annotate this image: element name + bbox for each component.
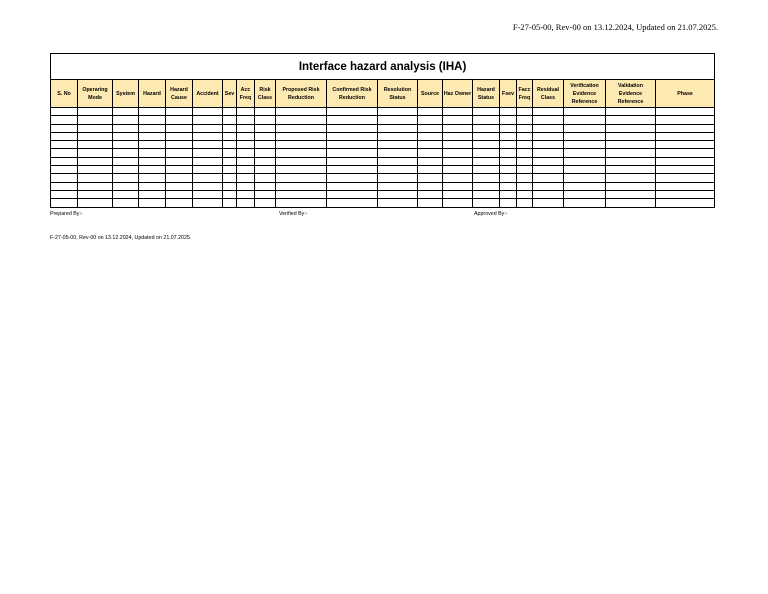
table-cell[interactable] — [255, 157, 276, 165]
table-cell[interactable] — [78, 182, 113, 190]
table-cell[interactable] — [166, 141, 193, 149]
table-row — [51, 190, 715, 198]
table-cell[interactable] — [517, 157, 533, 165]
table-cell[interactable] — [606, 108, 656, 116]
table-cell[interactable] — [113, 149, 139, 157]
table-cell[interactable] — [193, 132, 223, 140]
table-cell[interactable] — [606, 182, 656, 190]
table-cell[interactable] — [500, 190, 517, 198]
table-cell[interactable] — [564, 182, 606, 190]
table-cell[interactable] — [517, 190, 533, 198]
table-cell[interactable] — [223, 132, 237, 140]
document-reference-header: F-27-05-00, Rev-00 on 13.12.2024, Updated on 21.07.2025. — [512, 22, 718, 32]
table-cell[interactable] — [223, 141, 237, 149]
table-cell[interactable] — [223, 199, 237, 207]
table-cell[interactable] — [327, 174, 378, 182]
table-cell[interactable] — [276, 190, 327, 198]
table-cell[interactable] — [255, 199, 276, 207]
table-cell[interactable] — [78, 132, 113, 140]
table-cell[interactable] — [443, 199, 473, 207]
table-cell[interactable] — [533, 182, 564, 190]
table-cell[interactable] — [166, 124, 193, 132]
table-cell[interactable] — [51, 157, 78, 165]
table-cell[interactable] — [656, 199, 715, 207]
table-cell[interactable] — [51, 199, 78, 207]
table-cell[interactable] — [113, 166, 139, 174]
table-cell[interactable] — [166, 199, 193, 207]
table-cell[interactable] — [606, 132, 656, 140]
table-cell[interactable] — [533, 157, 564, 165]
table-cell[interactable] — [51, 182, 78, 190]
table-cell[interactable] — [564, 199, 606, 207]
table-cell[interactable] — [500, 157, 517, 165]
table-cell[interactable] — [255, 174, 276, 182]
table-cell[interactable] — [223, 166, 237, 174]
column-header: Confirmed Risk Reduction — [327, 80, 378, 108]
table-cell[interactable] — [473, 157, 500, 165]
approved-by-label: Approved By:- — [474, 210, 508, 217]
table-cell[interactable] — [276, 124, 327, 132]
table-cell[interactable] — [378, 190, 418, 198]
table-cell[interactable] — [473, 116, 500, 124]
column-header: Fsev — [500, 80, 517, 108]
table-cell[interactable] — [378, 199, 418, 207]
table-cell[interactable] — [78, 199, 113, 207]
table-cell[interactable] — [418, 124, 443, 132]
table-cell[interactable] — [564, 108, 606, 116]
table-cell[interactable] — [223, 182, 237, 190]
table-cell[interactable] — [656, 132, 715, 140]
table-row — [51, 108, 715, 116]
table-cell[interactable] — [51, 149, 78, 157]
table-cell[interactable] — [473, 132, 500, 140]
table-cell[interactable] — [517, 199, 533, 207]
table-row — [51, 132, 715, 140]
table-cell[interactable] — [255, 132, 276, 140]
table-cell[interactable] — [113, 141, 139, 149]
table-cell[interactable] — [606, 149, 656, 157]
table-cell[interactable] — [564, 174, 606, 182]
table-cell[interactable] — [500, 149, 517, 157]
table-cell[interactable] — [533, 199, 564, 207]
table-cell[interactable] — [473, 166, 500, 174]
table-cell[interactable] — [51, 108, 78, 116]
table-cell[interactable] — [113, 190, 139, 198]
column-header: Proposed Risk Reduction — [276, 80, 327, 108]
table-cell[interactable] — [78, 108, 113, 116]
column-header: Resolution Status — [378, 80, 418, 108]
table-row — [51, 166, 715, 174]
table-cell[interactable] — [378, 116, 418, 124]
table-cell[interactable] — [533, 141, 564, 149]
table-cell[interactable] — [656, 174, 715, 182]
table-cell[interactable] — [139, 190, 166, 198]
table-cell[interactable] — [500, 116, 517, 124]
table-cell[interactable] — [656, 141, 715, 149]
table-cell[interactable] — [327, 149, 378, 157]
table-cell[interactable] — [564, 190, 606, 198]
table-cell[interactable] — [473, 190, 500, 198]
table-cell[interactable] — [443, 141, 473, 149]
table-cell[interactable] — [193, 190, 223, 198]
table-cell[interactable] — [193, 199, 223, 207]
table-title: Interface hazard analysis (IHA) — [51, 54, 715, 80]
table-cell[interactable] — [327, 116, 378, 124]
table-cell[interactable] — [327, 157, 378, 165]
table-cell[interactable] — [139, 124, 166, 132]
table-cell[interactable] — [418, 149, 443, 157]
table-cell[interactable] — [473, 141, 500, 149]
table-cell[interactable] — [656, 182, 715, 190]
table-cell[interactable] — [139, 108, 166, 116]
column-header-row — [51, 80, 715, 108]
table-cell[interactable] — [193, 157, 223, 165]
table-cell[interactable] — [237, 108, 255, 116]
table-cell[interactable] — [327, 124, 378, 132]
table-cell[interactable] — [166, 174, 193, 182]
table-cell[interactable] — [418, 132, 443, 140]
table-cell[interactable] — [276, 108, 327, 116]
table-cell[interactable] — [166, 149, 193, 157]
table-cell[interactable] — [473, 174, 500, 182]
table-cell[interactable] — [139, 141, 166, 149]
table-cell[interactable] — [51, 141, 78, 149]
table-cell[interactable] — [139, 166, 166, 174]
table-cell[interactable] — [517, 166, 533, 174]
table-cell[interactable] — [418, 157, 443, 165]
table-cell[interactable] — [223, 124, 237, 132]
table-cell[interactable] — [223, 108, 237, 116]
table-cell[interactable] — [443, 149, 473, 157]
table-row — [51, 182, 715, 190]
column-header: Sev — [223, 80, 237, 108]
column-header: Hazard — [139, 80, 166, 108]
document-reference-footer: F-27-05-00, Rev-00 on 13.12.2024, Updated on 21.07.2025. — [50, 235, 192, 241]
table-cell[interactable] — [500, 108, 517, 116]
table-cell[interactable] — [418, 141, 443, 149]
table-cell[interactable] — [78, 174, 113, 182]
column-header: System — [113, 80, 139, 108]
table-cell[interactable] — [327, 190, 378, 198]
table-cell[interactable] — [237, 190, 255, 198]
table-cell[interactable] — [51, 174, 78, 182]
table-cell[interactable] — [564, 157, 606, 165]
table-cell[interactable] — [113, 157, 139, 165]
table-cell[interactable] — [51, 132, 78, 140]
table-cell[interactable] — [517, 124, 533, 132]
table-cell[interactable] — [78, 116, 113, 124]
table-cell[interactable] — [378, 174, 418, 182]
table-cell[interactable] — [255, 124, 276, 132]
table-cell[interactable] — [78, 190, 113, 198]
column-header: Validation Evidence Reference — [606, 80, 656, 108]
column-header: Haz Owner — [443, 80, 473, 108]
table-cell[interactable] — [255, 149, 276, 157]
table-cell[interactable] — [78, 157, 113, 165]
table-cell[interactable] — [517, 141, 533, 149]
table-cell[interactable] — [443, 132, 473, 140]
table-cell[interactable] — [378, 141, 418, 149]
table-cell[interactable] — [223, 190, 237, 198]
table-row — [51, 199, 715, 207]
table-cell[interactable] — [533, 190, 564, 198]
table-cell[interactable] — [237, 132, 255, 140]
table-row — [51, 174, 715, 182]
table-cell[interactable] — [113, 108, 139, 116]
table-cell[interactable] — [533, 116, 564, 124]
table-cell[interactable] — [193, 182, 223, 190]
table-cell[interactable] — [223, 149, 237, 157]
table-cell[interactable] — [606, 141, 656, 149]
table-cell[interactable] — [139, 157, 166, 165]
table-cell[interactable] — [51, 190, 78, 198]
table-cell[interactable] — [139, 199, 166, 207]
table-cell[interactable] — [418, 116, 443, 124]
table-cell[interactable] — [51, 166, 78, 174]
table-cell[interactable] — [378, 149, 418, 157]
table-cell[interactable] — [564, 141, 606, 149]
verified-by-label: Verified By:- — [279, 210, 308, 217]
table-cell[interactable] — [193, 166, 223, 174]
table-cell[interactable] — [473, 124, 500, 132]
table-cell[interactable] — [533, 149, 564, 157]
table-cell[interactable] — [378, 166, 418, 174]
table-cell[interactable] — [166, 157, 193, 165]
table-cell[interactable] — [656, 124, 715, 132]
signature-row — [50, 211, 714, 223]
table-cell[interactable] — [255, 166, 276, 174]
table-cell[interactable] — [223, 157, 237, 165]
table-cell[interactable] — [517, 116, 533, 124]
table-cell[interactable] — [255, 108, 276, 116]
table-cell[interactable] — [443, 190, 473, 198]
table-cell[interactable] — [276, 132, 327, 140]
table-cell[interactable] — [166, 108, 193, 116]
table-cell[interactable] — [656, 116, 715, 124]
table-cell[interactable] — [78, 124, 113, 132]
table-cell[interactable] — [418, 174, 443, 182]
table-cell[interactable] — [78, 166, 113, 174]
table-cell[interactable] — [255, 182, 276, 190]
table-cell[interactable] — [255, 116, 276, 124]
column-header: Hazard Status — [473, 80, 500, 108]
table-cell[interactable] — [656, 166, 715, 174]
table-cell[interactable] — [606, 124, 656, 132]
table-cell[interactable] — [276, 149, 327, 157]
column-header: Operaring Mode — [78, 80, 113, 108]
table-cell[interactable] — [193, 116, 223, 124]
table-cell[interactable] — [500, 132, 517, 140]
table-cell[interactable] — [533, 132, 564, 140]
prepared-by-label: Prepared By:- — [50, 210, 83, 217]
table-cell[interactable] — [276, 116, 327, 124]
table-cell[interactable] — [473, 108, 500, 116]
table-cell[interactable] — [443, 116, 473, 124]
table-cell[interactable] — [327, 166, 378, 174]
table-cell[interactable] — [606, 190, 656, 198]
table-cell[interactable] — [517, 182, 533, 190]
table-cell[interactable] — [378, 108, 418, 116]
table-cell[interactable] — [564, 132, 606, 140]
table-cell[interactable] — [443, 174, 473, 182]
table-cell[interactable] — [193, 141, 223, 149]
table-cell[interactable] — [255, 190, 276, 198]
table-cell[interactable] — [113, 116, 139, 124]
column-header: Residual Class — [533, 80, 564, 108]
table-cell[interactable] — [237, 124, 255, 132]
column-header: Accident — [193, 80, 223, 108]
table-cell[interactable] — [533, 108, 564, 116]
table-cell[interactable] — [500, 141, 517, 149]
table-cell[interactable] — [113, 174, 139, 182]
table-cell[interactable] — [51, 116, 78, 124]
table-cell[interactable] — [656, 157, 715, 165]
table-cell[interactable] — [564, 116, 606, 124]
table-cell[interactable] — [418, 199, 443, 207]
table-cell[interactable] — [237, 166, 255, 174]
table-cell[interactable] — [193, 124, 223, 132]
table-cell[interactable] — [418, 182, 443, 190]
table-cell[interactable] — [113, 199, 139, 207]
table-cell[interactable] — [276, 199, 327, 207]
column-header: Source — [418, 80, 443, 108]
table-cell[interactable] — [327, 199, 378, 207]
table-cell[interactable] — [564, 166, 606, 174]
table-cell[interactable] — [517, 149, 533, 157]
table-cell[interactable] — [606, 116, 656, 124]
table-row — [51, 116, 715, 124]
table-row — [51, 141, 715, 149]
table-cell[interactable] — [327, 182, 378, 190]
table-cell[interactable] — [255, 141, 276, 149]
table-cell[interactable] — [443, 166, 473, 174]
iha-table — [50, 53, 715, 208]
table-cell[interactable] — [656, 190, 715, 198]
table-cell[interactable] — [500, 182, 517, 190]
table-cell[interactable] — [78, 149, 113, 157]
table-cell[interactable] — [237, 157, 255, 165]
table-cell[interactable] — [533, 174, 564, 182]
column-header: Phase — [656, 80, 715, 108]
column-header: Acc Freq — [237, 80, 255, 108]
table-cell[interactable] — [166, 132, 193, 140]
table-cell[interactable] — [564, 149, 606, 157]
table-cell[interactable] — [327, 132, 378, 140]
table-cell[interactable] — [500, 199, 517, 207]
table-cell[interactable] — [237, 149, 255, 157]
table-cell[interactable] — [378, 182, 418, 190]
table-cell[interactable] — [378, 124, 418, 132]
table-cell[interactable] — [473, 182, 500, 190]
table-cell[interactable] — [193, 174, 223, 182]
table-cell[interactable] — [500, 166, 517, 174]
table-cell[interactable] — [443, 124, 473, 132]
column-header: Verification Evidence Reference — [564, 80, 606, 108]
table-row — [51, 149, 715, 157]
table-cell[interactable] — [517, 174, 533, 182]
table-row — [51, 157, 715, 165]
table-cell[interactable] — [533, 166, 564, 174]
table-cell[interactable] — [327, 141, 378, 149]
table-cell[interactable] — [78, 141, 113, 149]
table-cell[interactable] — [276, 157, 327, 165]
table-cell[interactable] — [656, 108, 715, 116]
table-cell[interactable] — [166, 166, 193, 174]
table-cell[interactable] — [166, 190, 193, 198]
table-cell[interactable] — [223, 174, 237, 182]
table-cell[interactable] — [113, 132, 139, 140]
column-header: S. No — [51, 80, 78, 108]
table-cell[interactable] — [443, 182, 473, 190]
table-cell[interactable] — [193, 108, 223, 116]
table-cell[interactable] — [139, 116, 166, 124]
table-cell[interactable] — [418, 190, 443, 198]
table-cell[interactable] — [606, 157, 656, 165]
table-cell[interactable] — [378, 132, 418, 140]
column-header: Risk Class — [255, 80, 276, 108]
table-cell[interactable] — [237, 116, 255, 124]
table-cell[interactable] — [276, 141, 327, 149]
table-cell[interactable] — [193, 149, 223, 157]
table-row — [51, 124, 715, 132]
table-cell[interactable] — [139, 174, 166, 182]
table-cell[interactable] — [237, 141, 255, 149]
table-cell[interactable] — [139, 149, 166, 157]
table-cell[interactable] — [276, 174, 327, 182]
iha-sheet — [50, 53, 714, 223]
table-cell[interactable] — [276, 166, 327, 174]
table-cell[interactable] — [656, 149, 715, 157]
table-cell[interactable] — [139, 132, 166, 140]
column-header: Facc Freq — [517, 80, 533, 108]
table-cell[interactable] — [113, 182, 139, 190]
table-cell[interactable] — [237, 182, 255, 190]
table-body — [51, 108, 715, 208]
table-cell[interactable] — [113, 124, 139, 132]
table-cell[interactable] — [378, 157, 418, 165]
table-cell[interactable] — [517, 132, 533, 140]
table-cell[interactable] — [473, 199, 500, 207]
table-cell[interactable] — [443, 108, 473, 116]
table-cell[interactable] — [139, 182, 166, 190]
table-cell[interactable] — [606, 166, 656, 174]
table-cell[interactable] — [606, 199, 656, 207]
table-cell[interactable] — [606, 174, 656, 182]
table-cell[interactable] — [237, 199, 255, 207]
table-cell[interactable] — [500, 124, 517, 132]
table-cell[interactable] — [327, 108, 378, 116]
table-cell[interactable] — [276, 182, 327, 190]
table-cell[interactable] — [443, 157, 473, 165]
table-cell[interactable] — [517, 108, 533, 116]
table-cell[interactable] — [418, 108, 443, 116]
table-cell[interactable] — [166, 182, 193, 190]
table-cell[interactable] — [51, 124, 78, 132]
column-header: Hazard Cause — [166, 80, 193, 108]
table-cell[interactable] — [533, 124, 564, 132]
table-cell[interactable] — [418, 166, 443, 174]
table-cell[interactable] — [473, 149, 500, 157]
table-cell[interactable] — [237, 174, 255, 182]
table-cell[interactable] — [166, 116, 193, 124]
table-cell[interactable] — [500, 174, 517, 182]
table-cell[interactable] — [223, 116, 237, 124]
table-cell[interactable] — [564, 124, 606, 132]
